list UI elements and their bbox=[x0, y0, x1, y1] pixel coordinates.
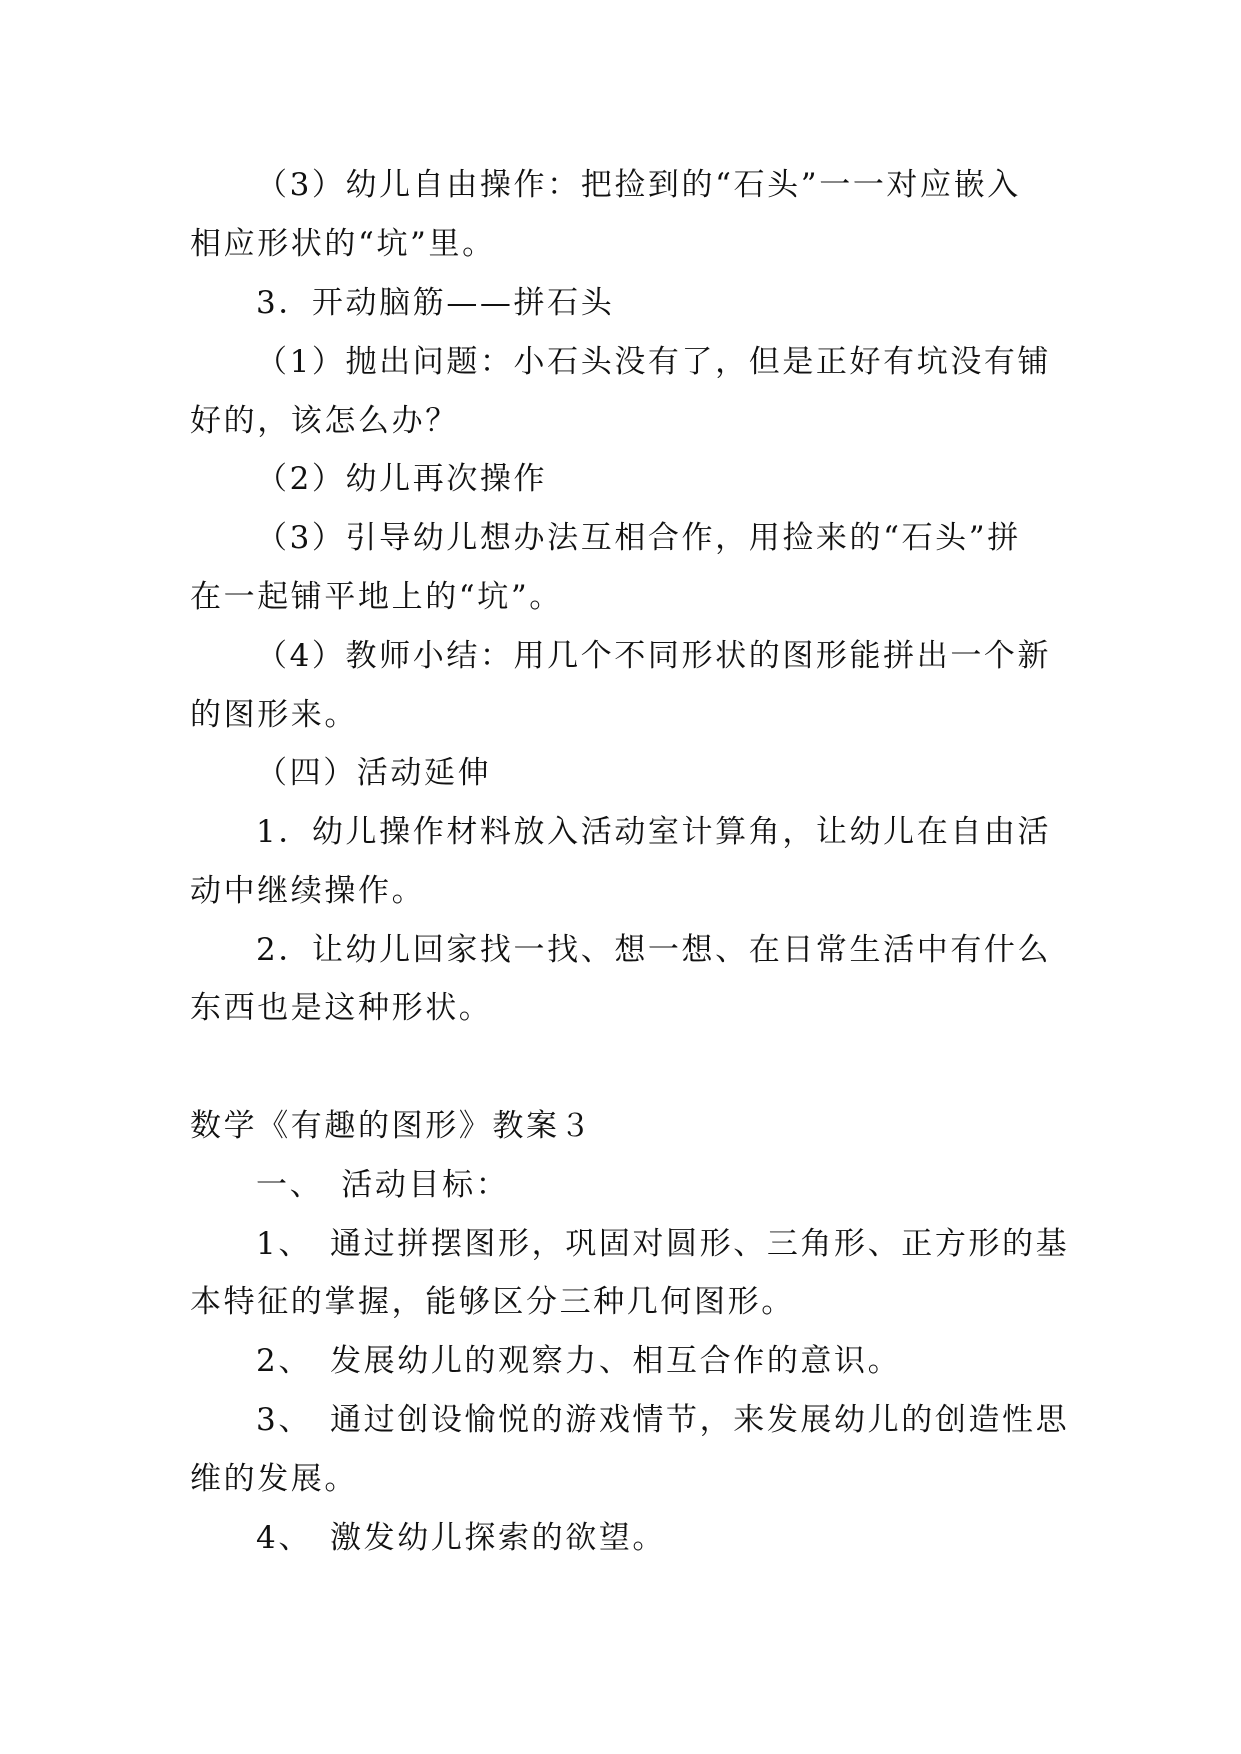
paragraph-line: （3）引导幼儿想办法互相合作，用捡来的“石头”拼 bbox=[256, 520, 1021, 556]
paragraph-line: 相应形状的“坑”里。 bbox=[190, 226, 496, 262]
paragraph-line: 3、 通过创设愉悦的游戏情节，来发展幼儿的创造性思 bbox=[256, 1402, 1070, 1438]
paragraph-line: （2）幼儿再次操作 bbox=[256, 461, 548, 497]
section-heading: 一、 活动目标： bbox=[256, 1167, 510, 1203]
paragraph-line: 好的，该怎么办？ bbox=[190, 403, 459, 439]
section-heading: （四）活动延伸 bbox=[256, 755, 492, 791]
paragraph-line: 本特征的掌握，能够区分三种几何图形。 bbox=[190, 1284, 795, 1320]
document-title: 数学《有趣的图形》教案３ bbox=[190, 1108, 594, 1144]
paragraph-line: （3）幼儿自由操作：把捡到的“石头”一一对应嵌入 bbox=[256, 167, 1021, 203]
paragraph-line: （1）抛出问题：小石头没有了，但是正好有坑没有铺 bbox=[256, 344, 1052, 380]
paragraph-line: （4）教师小结：用几个不同形状的图形能拼出一个新 bbox=[256, 638, 1052, 674]
paragraph-line: 的图形来。 bbox=[190, 697, 358, 733]
paragraph-line: 在一起铺平地上的“坑”。 bbox=[190, 579, 563, 615]
paragraph-line: 维的发展。 bbox=[190, 1461, 358, 1497]
section-heading: 3．开动脑筋——拼石头 bbox=[256, 285, 615, 321]
paragraph-line: 1、 通过拼摆图形，巩固对圆形、三角形、正方形的基 bbox=[256, 1226, 1070, 1262]
paragraph-line: 1．幼儿操作材料放入活动室计算角，让幼儿在自由活 bbox=[256, 814, 1052, 850]
paragraph-line: 2．让幼儿回家找一找、想一想、在日常生活中有什么 bbox=[256, 932, 1052, 968]
paragraph-line: 东西也是这种形状。 bbox=[190, 990, 493, 1026]
paragraph-line: 4、 激发幼儿探索的欲望。 bbox=[256, 1520, 667, 1556]
paragraph-line: 动中继续操作。 bbox=[190, 873, 426, 909]
paragraph-line: 2、 发展幼儿的观察力、相互合作的意识。 bbox=[256, 1343, 902, 1379]
